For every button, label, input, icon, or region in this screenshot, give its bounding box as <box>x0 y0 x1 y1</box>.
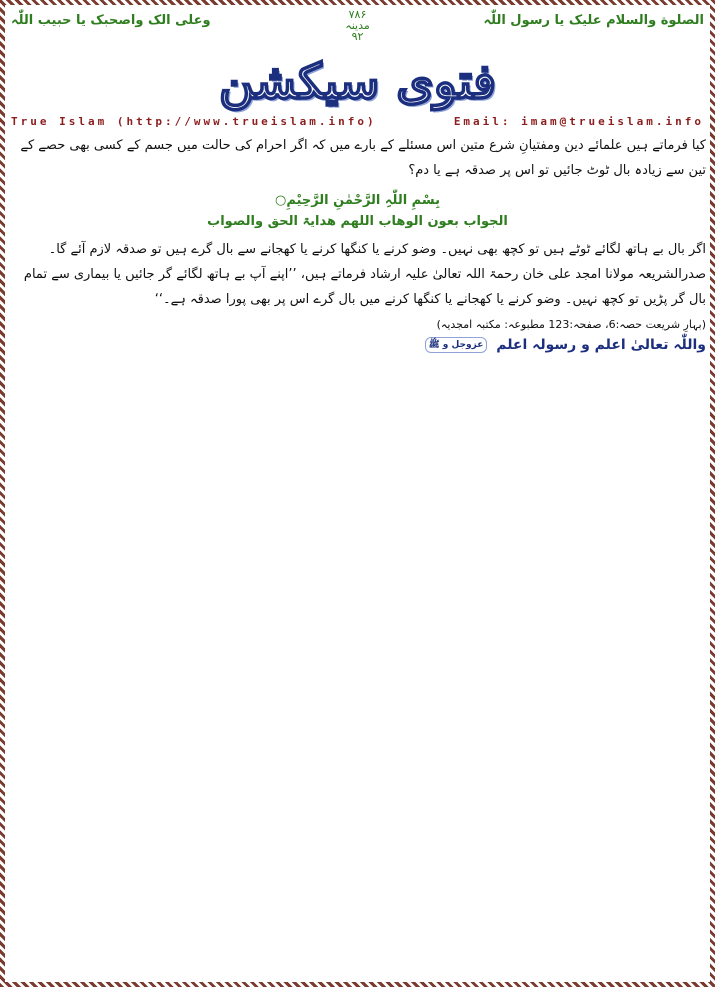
site-link[interactable]: True Islam (http://www.trueislam.info) <box>11 115 377 128</box>
closing-text: واللّٰہ تعالیٰ اعلم و رسولہ اعلم <box>496 337 706 353</box>
page-title: فتوی سیکشن <box>218 54 497 110</box>
salutation-right: الصلوة والسلام علیک یا رسول اللّٰہ <box>483 13 704 28</box>
closing-statement <box>9 337 706 353</box>
fatwa-content <box>9 133 706 353</box>
fatwa-page <box>5 5 710 982</box>
honorific-symbol: عزوجل و ﷺ <box>425 337 488 353</box>
salutation-left: وعلی الک واصحبک یا حبیب اللّٰہ <box>11 13 211 28</box>
question-text: کیا فرماتے ہیں علمائے دین ومفتیانِ شرع متین اس مسئلے کے بارے میں کہ اگر احرام کی حالت میں جسم کے کسی بھی حصے کے تین سے زیادہ بال ٹوٹ جائیں تو اس پر صدقہ ہے یا دم؟ <box>20 138 706 178</box>
header <box>5 9 710 47</box>
medina-word: مدینہ <box>345 19 370 32</box>
medina-stamp <box>345 9 370 42</box>
email-link[interactable]: Email: imam@trueislam.info <box>453 115 704 128</box>
reference: (بہارِ شریعت حصہ:6، صفحہ:123 مطبوعہ: مکتبہ امجدیہ) <box>436 318 706 331</box>
medina-number-bottom: ۹۲ <box>351 30 364 43</box>
medina-number-top: ۷۸۶ <box>348 8 367 21</box>
answer-heading: الجواب بعون الوھاب اللھم ھدایۃ الحق والصواب <box>207 214 508 229</box>
bismillah: بِسْمِ اللّٰہِ الرَّحْمٰنِ الرَّحِیْمِ○ <box>275 193 440 208</box>
contact-line <box>11 115 704 128</box>
answer-text: اگر بال بے ہاتھ لگائے ٹوٹے ہیں تو کچھ بھی نہیں۔ وضو کرنے یا کنگھا کرنے یا کھجانے سے بال گرے ہیں تو صدقہ لازم آئے گا۔ صدرالشریعہ مولانا امجد علی خان رحمۃ اللہ تعالیٰ علیہ ارشاد فرماتے ہیں، ’’اپنے آپ بے ہاتھ لگائے گر جائیں یا بیماری سے تمام بال گر پڑیں تو کچھ نہیں۔ وضو کرنے یا کھجانے یا کنگھا کرنے میں بال گرے اس پر بھی پورا صدقہ ہے۔‘‘ <box>23 242 706 307</box>
